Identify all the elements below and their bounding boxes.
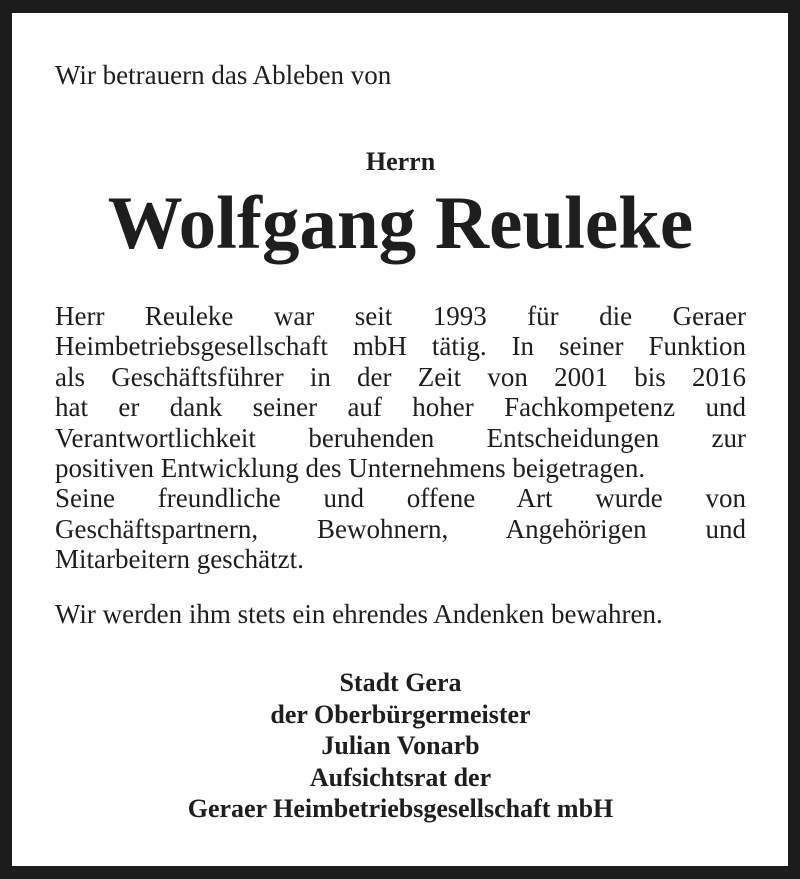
signature-line: Stadt Gera: [339, 668, 462, 697]
honorific: Herrn: [365, 147, 436, 176]
tribute-line: Heimbetriebsgesellschaft mbH tätig. In seiner Funktion: [55, 331, 746, 362]
intro-line: Wir betrauern das Ableben von: [55, 60, 392, 90]
signature-line: der Oberbürgermeister: [270, 699, 531, 729]
signature-block: [55, 667, 746, 825]
tribute-line: hat er dank seiner auf hoher Fachkompetenz und: [55, 392, 746, 423]
tribute-line: Seine freundliche und offene Art wurde von: [55, 483, 746, 514]
closing-line: Wir werden ihm stets ein ehrendes Andenken bewahren.: [55, 599, 663, 629]
tribute-line: Verantwortlichkeit beruhenden Entscheidungen zur: [55, 422, 746, 453]
tribute-line: als Geschäftsführer in der Zeit von 2001 bis 2016: [55, 361, 746, 392]
tribute-line: positiven Entwicklung des Unternehmens beigetragen.: [55, 453, 646, 484]
tribute-line: Herr Reuleke war seit 1993 für die Geraer: [55, 301, 746, 331]
deceased-name: Wolfgang Reuleke: [107, 182, 694, 265]
signature-line: Julian Vonarb: [321, 731, 480, 760]
signature-line: Geraer Heimbetriebsgesellschaft mbH: [187, 794, 614, 823]
tribute-line: Geschäftspartnern, Bewohnern, Angehörigen und: [55, 513, 746, 544]
signature-line: Aufsichtsrat der: [309, 762, 492, 792]
tribute-paragraph: [55, 301, 746, 575]
tribute-line: Mitarbeitern geschätzt.: [55, 544, 304, 575]
